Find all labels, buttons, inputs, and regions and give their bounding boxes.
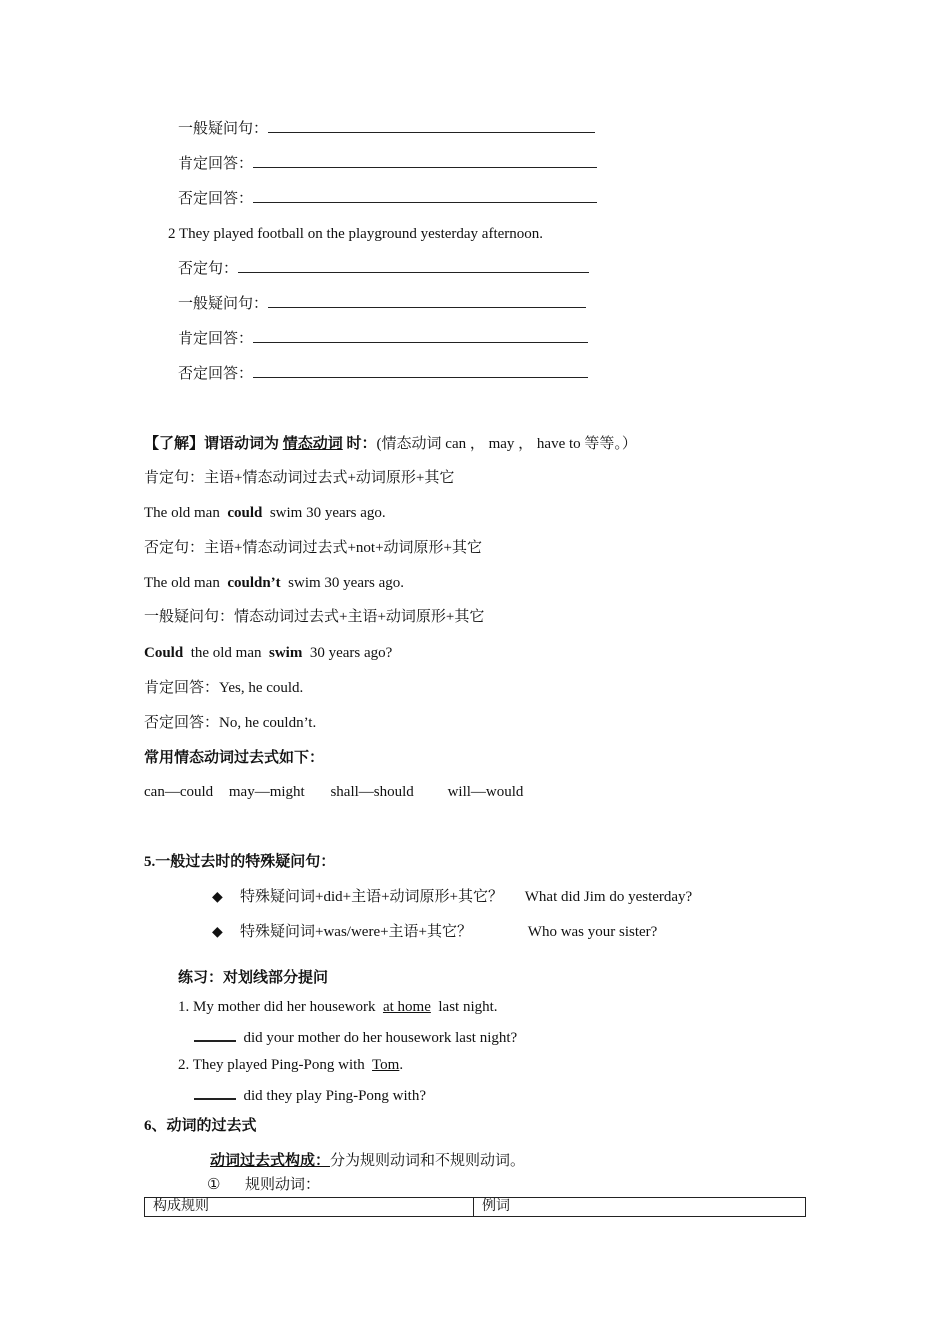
ex2-yes-blank[interactable] xyxy=(253,328,588,343)
modal-negative-rule: 否定句：主语+情态动词过去式+not+动词原形+其它 xyxy=(144,540,483,556)
ex2-negative-line xyxy=(178,258,589,279)
ex2-yes-line xyxy=(178,328,588,349)
modal-header-note: (情态动词 can ， may ， have to 等等。） xyxy=(376,436,637,452)
ex1-question-label: 一般疑问句： xyxy=(178,121,269,137)
section6-formation xyxy=(210,1151,525,1171)
practice-answer-2 xyxy=(194,1084,426,1106)
circled-number-icon: ① xyxy=(207,1177,221,1193)
practice-text: . xyxy=(399,1057,404,1073)
ex2-negative-label: 否定句： xyxy=(178,261,239,277)
bullet-rule: 特殊疑问词+did+主语+动词原形+其它？ xyxy=(240,889,504,905)
bullet-rule: 特殊疑问词+was/were+主语+其它？ xyxy=(240,924,473,940)
example-text: The old man xyxy=(144,505,220,521)
ex1-question-line xyxy=(178,118,595,139)
modal-header-prefix: 【了解】谓语动词为 xyxy=(144,436,280,452)
answer-blank[interactable] xyxy=(194,1084,236,1100)
practice-title: 练习：对划线部分提问 xyxy=(178,970,329,986)
modal-pair: can—could xyxy=(144,784,214,800)
answer-text: did your mother do her housework last night? xyxy=(243,1030,518,1046)
ex1-no-blank[interactable] xyxy=(253,188,597,203)
ex1-yes-line xyxy=(178,153,597,174)
diamond-bullet-icon: ◆ xyxy=(212,890,223,905)
ex2-negative-blank[interactable] xyxy=(238,258,589,273)
example-text: 30 years ago? xyxy=(309,645,393,661)
practice-underlined: at home xyxy=(382,999,431,1015)
example-text: swim 30 years ago. xyxy=(269,505,386,521)
ex2-no-blank[interactable] xyxy=(253,363,588,378)
modal-pair: shall—should xyxy=(330,784,414,800)
ex2-question-line xyxy=(178,293,586,314)
section6-title: 6、动词的过去式 xyxy=(144,1118,257,1134)
example-verb: swim xyxy=(269,645,303,661)
section5-bullet-2 xyxy=(212,922,657,943)
modal-list-title: 常用情态动词过去式如下： xyxy=(144,750,325,766)
example-text: the old man xyxy=(190,645,262,661)
answer-text: did they play Ping-Pong with? xyxy=(243,1088,426,1104)
ex2-sentence: 2 They played football on the playground yesterday afternoon. xyxy=(168,226,544,242)
ex2-question-label: 一般疑问句： xyxy=(178,296,269,312)
modal-positive-rule: 肯定句：主语+情态动词过去式+动词原形+其它 xyxy=(144,470,455,486)
table-header-rule: 构成规则 xyxy=(145,1198,474,1216)
practice-item-2 xyxy=(178,1055,403,1075)
modal-header-suffix: 时： xyxy=(346,436,377,452)
formation-text: 分为规则动词和不规则动词。 xyxy=(330,1153,526,1169)
practice-item-1 xyxy=(178,997,498,1017)
ex2-question-blank[interactable] xyxy=(268,293,586,308)
modal-yes-answer: 肯定回答：Yes, he could. xyxy=(144,680,304,696)
ex2-no-label: 否定回答： xyxy=(178,366,254,382)
modal-header xyxy=(144,434,637,454)
ex1-no-label: 否定回答： xyxy=(178,191,254,207)
example-verb: could xyxy=(227,505,263,521)
bullet-example: What did Jim do yesterday? xyxy=(524,889,693,905)
ex1-no-line xyxy=(178,188,597,209)
example-verb: couldn’t xyxy=(227,575,281,591)
example-text: The old man xyxy=(144,575,220,591)
modal-negative-example xyxy=(144,573,404,593)
practice-text: 2. They played Ping-Pong with xyxy=(178,1057,365,1073)
section5-bullet-1 xyxy=(212,887,692,908)
modal-pair: may—might xyxy=(228,784,305,800)
practice-answer-1 xyxy=(194,1026,517,1048)
modal-list xyxy=(144,782,523,802)
ex2-yes-label: 肯定回答： xyxy=(178,331,254,347)
diamond-bullet-icon: ◆ xyxy=(212,925,223,940)
practice-underlined: Tom xyxy=(372,1057,400,1073)
answer-blank[interactable] xyxy=(194,1026,236,1042)
item-text: 规则动词： xyxy=(245,1177,321,1193)
ex1-yes-blank[interactable] xyxy=(253,153,597,168)
modal-positive-example xyxy=(144,503,386,523)
rules-table-header xyxy=(144,1197,806,1217)
modal-header-keyword: 情态动词 xyxy=(282,436,343,452)
ex1-yes-label: 肯定回答： xyxy=(178,156,254,172)
bullet-example: Who was your sister? xyxy=(527,924,658,940)
modal-no-answer: 否定回答：No, he couldn’t. xyxy=(144,715,317,731)
modal-question-rule: 一般疑问句：情态动词过去式+主语+动词原形+其它 xyxy=(144,609,485,625)
table-header-example: 例词 xyxy=(482,1199,510,1214)
section5-title: 5.一般过去时的特殊疑问句： xyxy=(144,854,336,870)
practice-text: last night. xyxy=(438,999,498,1015)
practice-text: 1. My mother did her housework xyxy=(178,999,376,1015)
ex2-no-line xyxy=(178,363,588,384)
example-verb: Could xyxy=(144,645,184,661)
example-text: swim 30 years ago. xyxy=(288,575,404,591)
section6-item xyxy=(207,1175,320,1195)
ex1-question-blank[interactable] xyxy=(268,118,595,133)
modal-pair: will—would xyxy=(447,784,524,800)
formation-label: 动词过去式构成： xyxy=(210,1153,331,1169)
modal-question-example xyxy=(144,643,392,663)
